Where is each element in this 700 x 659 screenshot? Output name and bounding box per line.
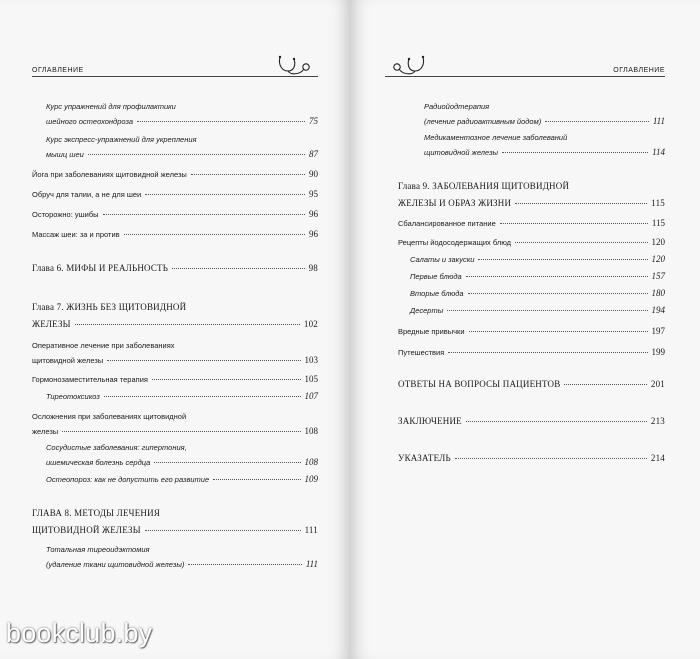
running-header-title: ОГЛАВЛЕНИЕ [32,67,84,74]
page-number: 111 [305,559,318,569]
page-number: 96 [309,229,318,239]
toc-entry[interactable]: Медикаментозное лечение заболеваний щитовидной железы 114 [424,133,665,157]
toc-entry[interactable]: Осторожно: ушибы 96 [32,209,318,219]
page-number: 107 [304,391,318,401]
toc-entry[interactable]: Оперативное лечение при заболеваниях щитовидной железы 103 [32,341,318,365]
toc-entry[interactable]: Курс экспресс-упражнений для укрепления мышц шеи 87 [46,135,318,159]
table-of-contents-right [398,100,665,467]
page-number: 214 [650,453,665,463]
page-number: 115 [651,218,665,228]
page-number: 95 [309,189,318,199]
page-number: 102 [303,319,318,329]
toc-entry[interactable]: Путешествия 199 [398,347,665,357]
page-number: 98 [308,263,318,273]
page-number: 120 [651,237,665,247]
page-number: 180 [651,288,665,298]
toc-chapter[interactable]: ОТВЕТЫ НА ВОПРОСЫ ПАЦИЕНТОВ 201 [398,376,665,393]
page-number: 111 [304,525,318,535]
table-of-contents-left [32,100,318,572]
toc-entry[interactable]: Гормонозаместительная терапия 105 [32,374,318,384]
left-page-header [32,52,318,77]
toc-chapter[interactable]: Глава 9. ЗАБОЛЕВАНИЯ ЩИТОВИДНОЙ ЖЕЛЕЗЫ И ОБРАЗ ЖИЗНИ 115 [398,178,665,212]
page-number: 109 [304,474,318,484]
toc-chapter[interactable]: ГЛАВА 8. МЕТОДЫ ЛЕЧЕНИЯ ЩИТОВИДНОЙ ЖЕЛЕЗЫ 111 [32,505,318,539]
running-header-title: ОГЛАВЛЕНИЕ [613,67,665,74]
toc-chapter[interactable]: Глава 6. МИФЫ И РЕАЛЬНОСТЬ 98 [32,260,318,277]
page-number: 75 [309,116,318,126]
page-number: 90 [309,169,318,179]
page-number: 87 [309,149,318,159]
page-number: 201 [650,379,665,389]
toc-entry[interactable]: Остеопороз: как не допустить его развитие 109 [46,474,318,484]
toc-entry[interactable]: Тотальная тиреоидэктомия (удаление ткани щитовидной железы) 111 [46,545,318,569]
toc-entry[interactable]: Салаты и закуски 120 [410,254,665,264]
page-number: 194 [651,305,665,315]
page-number: 103 [304,355,318,365]
page-number: 199 [651,347,665,357]
page-number: 108 [304,457,318,467]
toc-entry[interactable]: Сосудистые заболевания: гипертония, ишемическая болезнь сердца 108 [46,443,318,467]
toc-entry[interactable]: Рецепты йодосодержащих блюд 120 [398,237,665,247]
toc-entry[interactable]: Первые блюда 157 [410,271,665,281]
toc-entry[interactable]: Тиреотоксикоз 107 [46,391,318,401]
toc-chapter[interactable]: Глава 7. ЖИЗНЬ БЕЗ ЩИТОВИДНОЙ ЖЕЛЕЗЫ 102 [32,299,318,333]
toc-entry[interactable]: Десерты 194 [410,305,665,315]
page-number: 213 [650,416,665,426]
page-number: 197 [651,326,665,336]
toc-entry[interactable]: Курс упражнений для профилактики шейного остеохондроза 75 [46,102,318,126]
page-number: 105 [304,374,318,384]
toc-entry[interactable]: Вредные привычки 197 [398,326,665,336]
right-page [350,0,700,659]
stethoscope-icon [389,53,429,77]
page-number: 96 [309,209,318,219]
toc-entry[interactable]: Осложнения при заболеваниях щитовидной железы 108 [32,412,318,436]
page-number: 157 [651,271,665,281]
toc-entry[interactable]: Вторые блюда 180 [410,288,665,298]
page-number: 114 [652,147,665,157]
page-number: 115 [651,198,665,208]
toc-entry[interactable]: Обруч для талии, а не для шеи 95 [32,189,318,199]
toc-chapter[interactable]: ЗАКЛЮЧЕНИЕ 213 [398,413,665,430]
watermark: bookclub.by [6,618,153,648]
toc-chapter[interactable]: УКАЗАТЕЛЬ 214 [398,450,665,467]
toc-entry[interactable]: Радиойодтерапия (лечение радиоактивным йодом) 111 [424,102,665,126]
toc-entry[interactable]: Йога при заболеваниях щитовидной железы 90 [32,169,318,179]
stethoscope-icon [274,53,314,77]
page-number: 108 [304,426,318,436]
right-page-header [385,52,665,77]
toc-entry[interactable]: Сбалансированное питание 115 [398,218,665,228]
toc-entry[interactable]: Массаж шеи: за и против 96 [32,229,318,239]
page-number: 111 [652,116,665,126]
page-number: 120 [651,254,665,264]
